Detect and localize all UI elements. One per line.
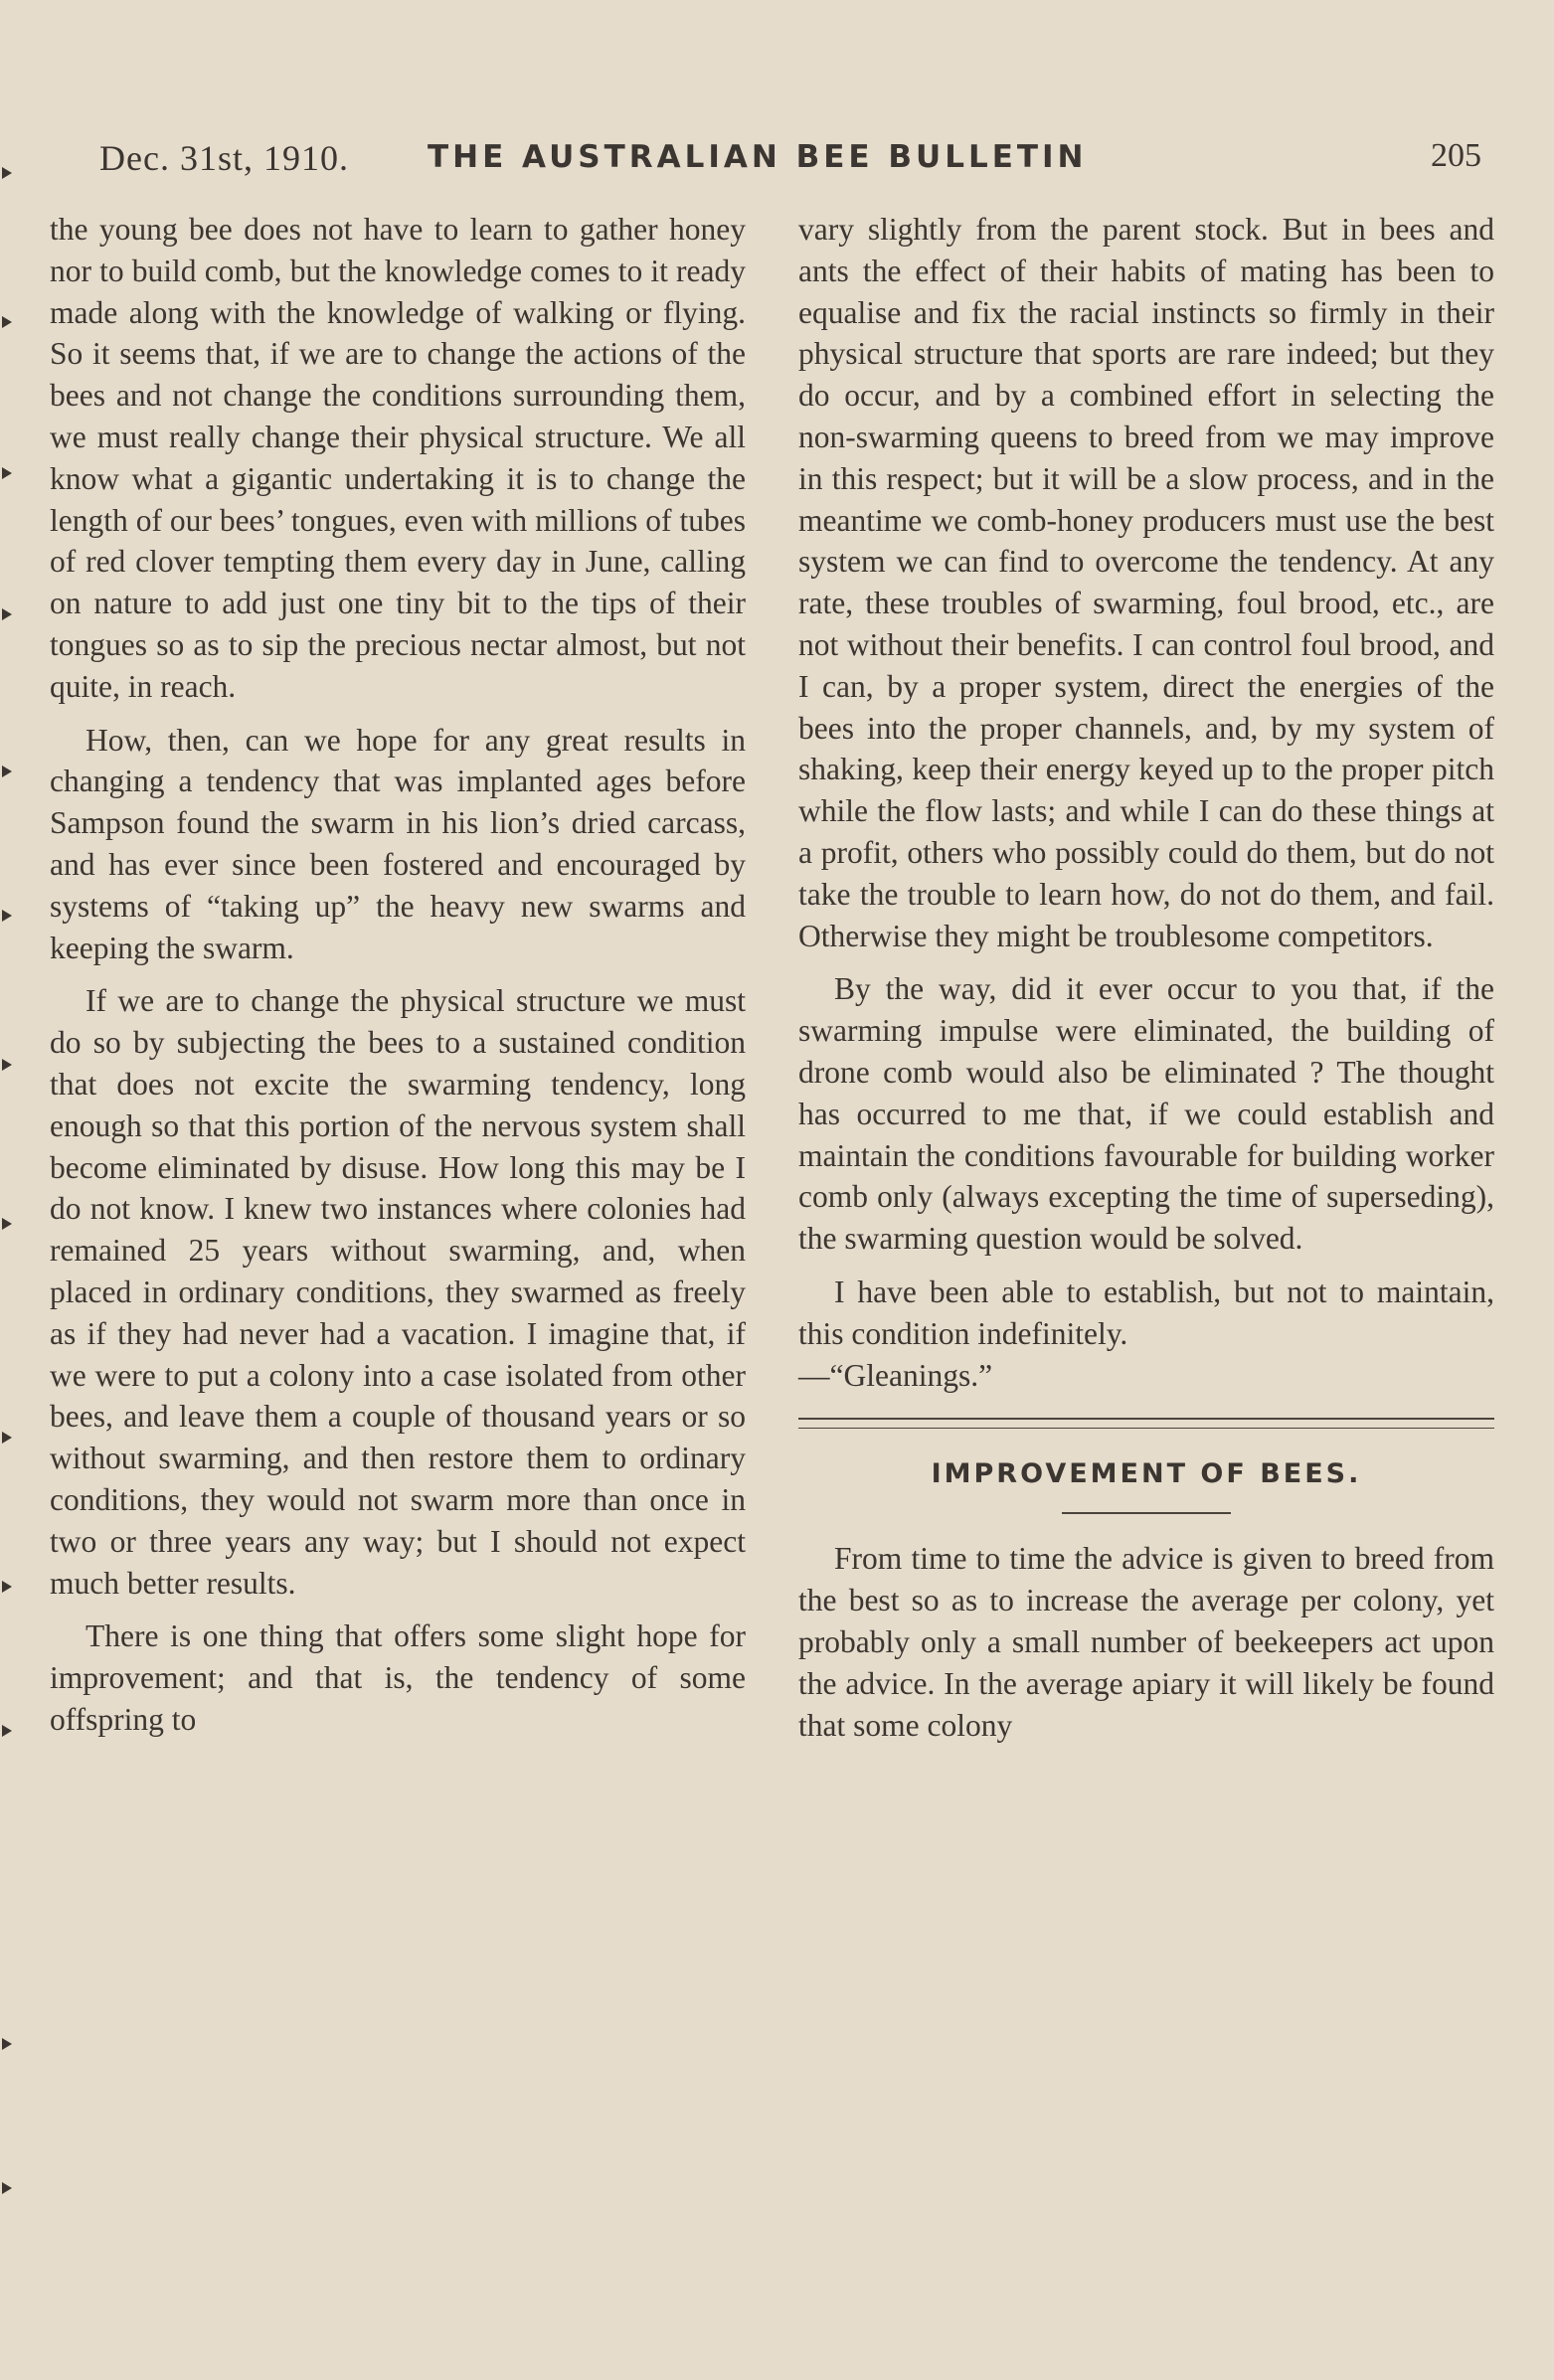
section-divider	[798, 1418, 1494, 1429]
left-column	[50, 209, 746, 1753]
paragraph: vary slightly from the parent stock. But in bees and ants the effect of their habits of mating has been to equalise and fix the racial instincts so firmly in their physical structure that sports are rare indeed; but they do occur, and by a combined effort in selecting the non-swarming queens to breed from we may improve in this respect; but it will be a slow process, and in the meantime we comb-honey producers must use the best system we can find to overcome the tendency. At any rate, these troubles of swarming, foul brood, etc., are not without their benefits. I can control foul brood, and I can, by a proper system, direct the energies of the bees into the proper channels, and, by my system of shaking, keep their energy keyed up to the proper pitch while the flow lasts; and while I can do these things at a profit, others who possibly could do them, but do not take the trouble to learn how, do not do them, and fail. Otherwise they might be troublesome competitors.	[798, 212, 1494, 953]
paragraph: If we are to change the physical structure we must do so by subjecting the bees to a sustained condition that does not excite the swarming tendency, long enough so that this portion of the nervous system shall become eliminated by disuse. How long this may be I do not know. I knew two instances where colonies had remained 25 years without swarming, and, when placed in ordinary conditions, they swarmed as freely as if they had never had a vacation. I imagine that, if we were to put a colony into a case isolated from other bees, and leave them a couple of thousand years or so without swarming, and then restore them to ordinary conditions, they would not swarm more than once in two or three years any way; but I should not expect much better results.	[50, 983, 746, 1601]
header-title: THE AUSTRALIAN BEE BULLETIN	[428, 139, 1088, 175]
margin-mark	[2, 1581, 12, 1593]
header-date: Dec. 31st, 1910.	[99, 138, 349, 178]
margin-mark	[2, 2038, 12, 2050]
margin-mark	[2, 765, 12, 777]
margin-marks	[0, 0, 20, 2380]
paragraph: By the way, did it ever occur to you that, if the swarming impulse were eliminated, the building of drone comb would also be eliminated ? The thought has occurred to me that, if we could establish and maintain the conditions favourable for building worker comb only (always excepting the time of superseding), the swarming question would be solved.	[798, 971, 1494, 1257]
title-underline	[1062, 1512, 1231, 1514]
margin-mark	[2, 2182, 12, 2194]
margin-mark	[2, 1725, 12, 1737]
running-header	[99, 137, 1481, 187]
section-title: IMPROVEMENT OF BEES.	[931, 1458, 1362, 1490]
margin-mark	[2, 1432, 12, 1444]
margin-mark	[2, 467, 12, 479]
paragraph: I have been able to establish, but not to maintain, this condition indefinitely.	[798, 1274, 1494, 1351]
margin-mark	[2, 316, 12, 328]
margin-mark	[2, 608, 12, 620]
paragraph: the young bee does not have to learn to gather honey nor to build comb, but the knowledge comes to it ready made along with the knowledge of walking or flying. So it seems that, if we are to change the actions of the bees and not change the conditions surrounding them, we must really change their physical structure. We all know what a gigantic undertaking it is to change the length of our bees’ tongues, even with millions of tubes of red clover tempting them every day in June, calling on nature to add just one tiny bit to the tips of their tongues so as to sip the precious nectar almost, but not quite, in reach.	[50, 212, 746, 704]
margin-mark	[2, 1059, 12, 1071]
paragraph: How, then, can we hope for any great results in changing a tendency that was implanted ages before Sampson found the swarm in his lion’s dried carcass, and has ever since been fostered and encouraged by systems of “taking up” the heavy new swarms and keeping the swarm.	[50, 722, 746, 965]
source-credit: —“Gleanings.”	[798, 1357, 993, 1393]
margin-mark	[2, 167, 12, 179]
paragraph: There is one thing that offers some slight hope for improvement; and that is, the tendency of some offspring to	[50, 1618, 746, 1737]
paragraph: From time to time the advice is given to breed from the best so as to increase the average per colony, yet probably only a small number of beekeepers act upon the advice. In the average apiary it will likely be found that some colony	[798, 1541, 1494, 1743]
right-column	[798, 209, 1494, 1758]
header-page-number: 205	[1431, 137, 1481, 174]
margin-mark	[2, 910, 12, 922]
margin-mark	[2, 1218, 12, 1230]
